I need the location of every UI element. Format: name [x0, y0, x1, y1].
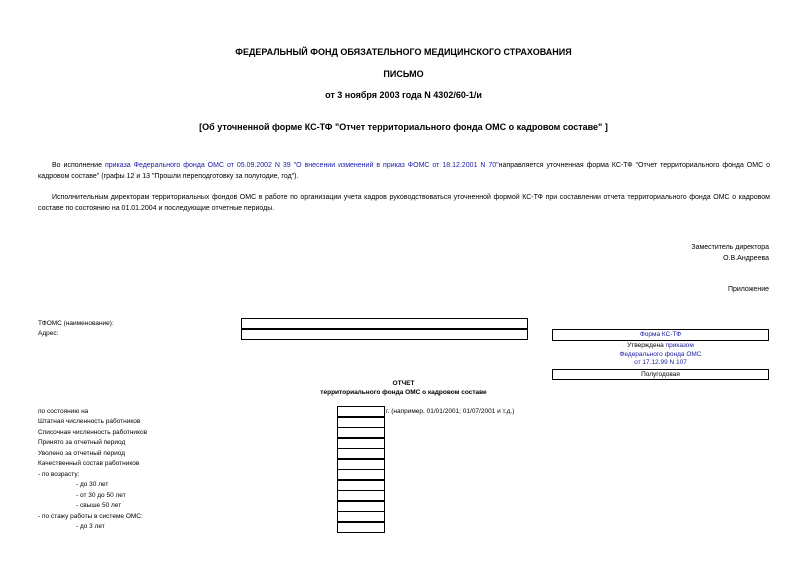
address-input[interactable] [241, 329, 528, 340]
row-quality: Качественный состав работников [38, 460, 140, 467]
tfoms-label: ТФОМС (наименование): [38, 320, 114, 327]
paragraph-1 [38, 161, 770, 182]
doc-subject: [Об уточненной форме КС-ТФ "Отчет территориального фонда ОМС о кадровом составе" ] [199, 122, 608, 132]
para1-text-after: направляется уточненная форма КС-ТФ "Отчет территориального фонда ОМС о кадровом составе" (графы 12 и 13 "Прошли переподготовку за полугодие, год"). [38, 162, 770, 180]
age-30-50-cell[interactable] [337, 490, 385, 501]
appendix-label: Приложение [727, 286, 769, 293]
form-code: Форма КС-ТФ [639, 331, 682, 338]
exp-under-3-cell[interactable] [337, 522, 385, 533]
para1-text-before: Во исполнение [52, 162, 105, 169]
list-count-cell[interactable] [337, 427, 385, 438]
row-age-under-30: - до 30 лет [76, 481, 109, 488]
org-title: ФЕДЕРАЛЬНЫЙ ФОНД ОБЯЗАТЕЛЬНОГО МЕДИЦИНСКОГО СТРАХОВАНИЯ [235, 47, 572, 57]
report-title: ОТЧЕТ [392, 380, 415, 387]
order-link-39[interactable]: приказа Федерального фонда ОМС от 05.09.2002 N 39 [104, 162, 291, 169]
address-label: Адрес: [38, 330, 59, 337]
row-staff-count: Штатная численность работников [38, 418, 141, 425]
order-link-70[interactable]: "О внесении изменений в приказ ФОМС от 18.12.2001 N 70" [293, 162, 499, 169]
row-age-over-50: - свыше 50 лет [76, 502, 122, 509]
tfoms-input[interactable] [241, 318, 528, 329]
report-subtitle: территориального фонда ОМС о кадровом составе [320, 389, 487, 396]
as-of-input[interactable] [337, 406, 385, 417]
doc-type: ПИСЬМО [383, 69, 424, 79]
row-age-30-50: - от 30 до 50 лет [76, 492, 126, 499]
form-code-box [552, 329, 769, 341]
row-by-experience: - по стажу работы в системе ОМС: [38, 513, 143, 520]
row-list-count: Списочная численность работников [38, 429, 148, 436]
dismissed-cell[interactable] [337, 448, 385, 459]
by-experience-cell[interactable] [337, 511, 385, 522]
by-age-cell[interactable] [337, 469, 385, 480]
approval-block [552, 342, 769, 368]
approval-order-link[interactable]: приказом [665, 342, 694, 349]
row-by-age: - по возрасту: [38, 471, 80, 478]
row-dismissed: Уволено за отчетный период [38, 450, 125, 457]
period-box [552, 369, 769, 380]
signature-position: Заместитель директора [691, 244, 769, 251]
approval-line1 [552, 342, 769, 351]
approval-line3[interactable]: от 17.12.99 N 107 [634, 359, 687, 366]
row-hired: Принято за отчетный период [38, 439, 126, 446]
paragraph-2: Исполнительным директорам территориальных фондов ОМС в работе по организации учета кадров руководствоваться уточненной формой КС-ТФ при составлении отчета территориального фонда ОМС о кадровом составе по состоянию на 01.01.2004 и последующие отчетные периоды. [38, 194, 770, 212]
doc-date-number: от 3 ноября 2003 года N 4302/60-1/и [325, 90, 482, 100]
approval-line2[interactable]: Федерального фонда ОМС [619, 350, 702, 358]
as-of-hint: г. (например, 01/01/2001; 01/07/2001 и т.д.) [386, 408, 515, 415]
signature-name: О.В.Андреева [723, 255, 769, 262]
as-of-label: по состоянию на [38, 408, 89, 415]
approved-word: Утверждена [627, 342, 664, 349]
period-label: Полугодовая [641, 371, 680, 378]
row-exp-under-3: - до 3 лет [76, 523, 105, 530]
